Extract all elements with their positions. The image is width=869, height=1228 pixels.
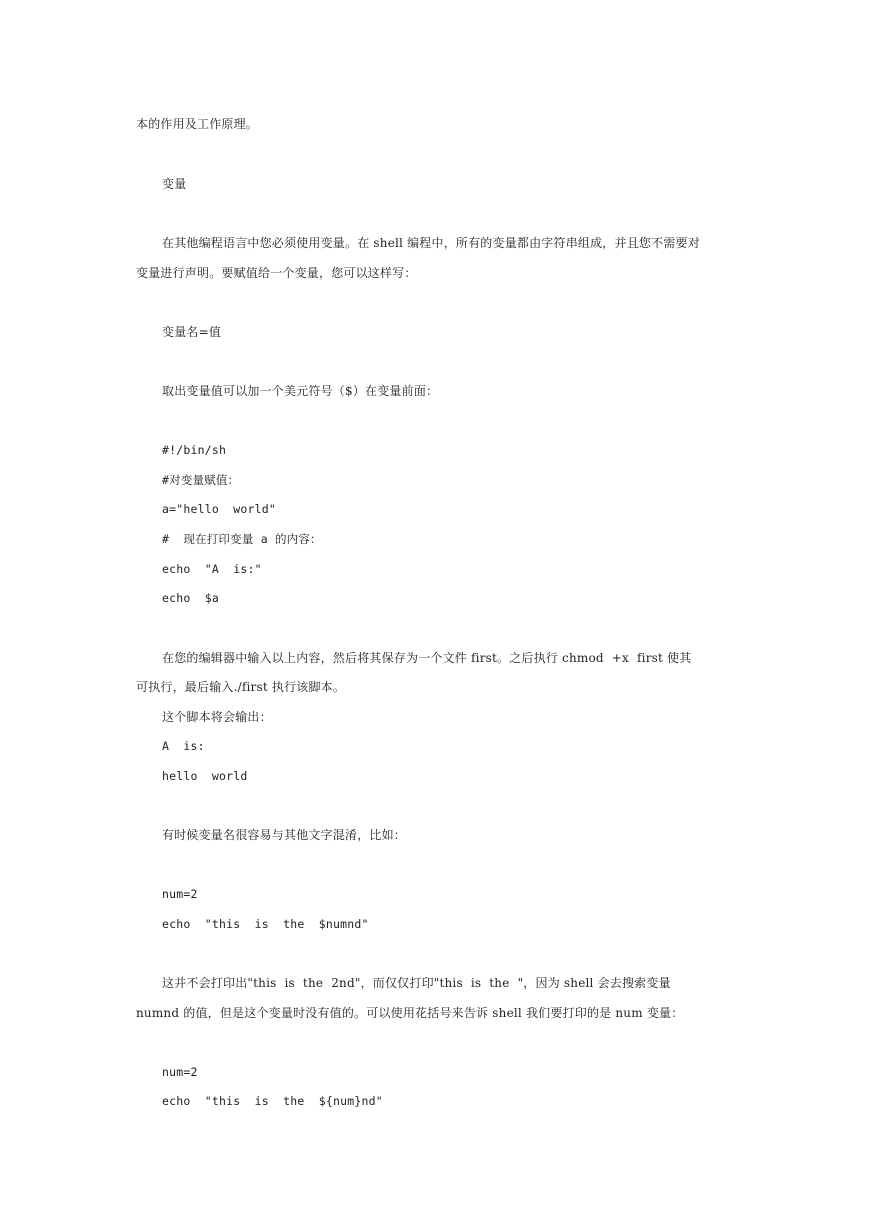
paragraph-line: 变量进行声明。要赋值给一个变量，您可以这样写： xyxy=(136,266,417,280)
paragraph-line: 可执行，最后输入./first 执行该脚本。 xyxy=(136,680,346,694)
code-line: echo $a xyxy=(162,591,219,605)
paragraph-line: 这并不会打印出"this is the 2nd"，而仅仅打印"this is the "，因为 shell 会去搜索变量 xyxy=(162,976,671,990)
paragraph-line: 在您的编辑器中输入以上内容，然后将其保存为一个文件 first。之后执行 chmod +x first 使其 xyxy=(162,651,692,665)
code-line: echo "this is the $numnd" xyxy=(162,917,369,931)
code-line: echo "this is the ${num}nd" xyxy=(162,1094,383,1108)
code-line: echo "A is:" xyxy=(162,562,262,576)
paragraph-line: numnd 的值，但是这个变量时没有值的。可以使用花括号来告诉 shell 我们要打印的是 num 变量： xyxy=(136,1006,684,1020)
syntax-line: 变量名=值 xyxy=(162,325,222,339)
output-line: A is: xyxy=(162,739,205,753)
paragraph-line: 这个脚本将会输出： xyxy=(162,710,272,724)
code-line: # 现在打印变量 a 的内容： xyxy=(162,532,322,546)
output-line: hello world xyxy=(162,769,248,783)
code-line: #!/bin/sh xyxy=(162,443,227,457)
text-line-intro: 本的作用及工作原理。 xyxy=(136,117,259,131)
code-line: num=2 xyxy=(162,1065,198,1079)
paragraph-line: 取出变量值可以加一个美元符号（$）在变量前面： xyxy=(162,384,439,398)
paragraph-line: 有时候变量名很容易与其他文字混淆，比如： xyxy=(162,828,407,842)
section-heading-variables: 变量 xyxy=(162,177,187,191)
code-line: #对变量赋值： xyxy=(162,473,240,487)
paragraph-line: 在其他编程语言中您必须使用变量。在 shell 编程中，所有的变量都由字符串组成，并且您不需要对 xyxy=(162,236,700,250)
code-line: a="hello world" xyxy=(162,502,276,516)
code-line: num=2 xyxy=(162,887,198,901)
